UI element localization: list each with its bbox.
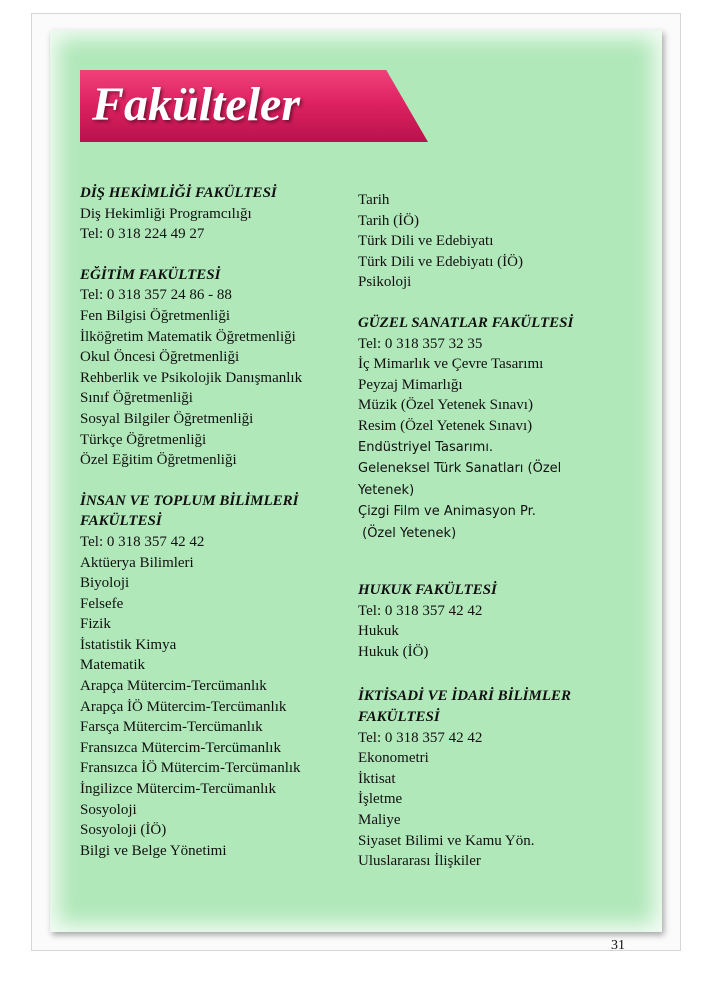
faculty-heading: İKTİSADİ VE İDARİ BİLİMLER bbox=[358, 688, 571, 705]
continued-list bbox=[358, 190, 638, 293]
faculty-dis-hekimligi bbox=[80, 183, 350, 245]
list-item: Sınıf Öğretmenliği bbox=[80, 390, 193, 407]
faculty-heading: EĞİTİM FAKÜLTESİ bbox=[80, 266, 221, 283]
phone-number: Tel: 0 318 357 24 86 - 88 bbox=[80, 287, 232, 304]
page-number: 31 bbox=[611, 938, 625, 953]
list-item: Aktüerya Bilimleri bbox=[80, 554, 194, 571]
list-item: Felsefe bbox=[80, 595, 124, 612]
list-item: Fransızca İÖ Mütercim-Tercümanlık bbox=[80, 760, 301, 777]
list-item: Diş Hekimliği Programcılığı bbox=[80, 205, 252, 222]
phone-number: Tel: 0 318 224 49 27 bbox=[80, 226, 205, 243]
list-item: İktisat bbox=[358, 770, 396, 787]
faculty-heading-cont: FAKÜLTESİ bbox=[358, 709, 440, 725]
phone-number: Tel: 0 318 357 42 42 bbox=[358, 602, 483, 619]
list-item: İstatistik Kimya bbox=[80, 636, 177, 653]
list-item-cont: (Özel Yetenek) bbox=[358, 525, 457, 541]
list-item: Arapça Mütercim-Tercümanlık bbox=[80, 678, 267, 695]
list-item: Sosyoloji (İÖ) bbox=[80, 822, 167, 839]
list-item: Peyzaj Mimarlığı bbox=[358, 376, 463, 393]
list-item: Tarih (İÖ) bbox=[358, 212, 420, 229]
faculty-hukuk bbox=[358, 580, 638, 662]
list-item: Matematik bbox=[80, 657, 145, 674]
page-title: Fakülteler bbox=[92, 78, 301, 131]
list-item: Biyoloji bbox=[80, 575, 130, 592]
list-item: Hukuk bbox=[358, 623, 399, 640]
list-item: Uluslararası İlişkiler bbox=[358, 853, 481, 870]
list-item: Siyaset Bilimi ve Kamu Yön. bbox=[358, 832, 535, 849]
faculty-heading-cont: FAKÜLTESİ bbox=[80, 513, 162, 530]
list-item: Türk Dili ve Edebiyatı bbox=[358, 233, 494, 250]
list-item: Bilgi ve Belge Yönetimi bbox=[80, 842, 227, 859]
list-item: İşletme bbox=[358, 791, 403, 808]
list-item: İlköğretim Matematik Öğretmenliği bbox=[80, 328, 296, 345]
list-item: Fransızca Mütercim-Tercümanlık bbox=[80, 739, 281, 756]
left-column bbox=[80, 183, 350, 861]
list-item: İngilizce Mütercim-Tercümanlık bbox=[80, 781, 276, 798]
list-item: Tarih bbox=[358, 192, 390, 208]
list-item: Sosyoloji bbox=[80, 801, 137, 818]
faculty-heading: GÜZEL SANATLAR FAKÜLTESİ bbox=[358, 314, 574, 331]
list-item: Sosyal Bilgiler Öğretmenliği bbox=[80, 410, 254, 427]
list-item: Türk Dili ve Edebiyatı (İÖ) bbox=[358, 253, 523, 270]
list-item: Maliye bbox=[358, 811, 401, 828]
list-item: Okul Öncesi Öğretmenliği bbox=[80, 349, 240, 366]
list-item: Çizgi Film ve Animasyon Pr. bbox=[358, 504, 536, 520]
list-item: Geleneksel Türk Sanatları (Özel bbox=[358, 461, 562, 477]
faculty-egitim bbox=[80, 265, 350, 471]
list-item: Fen Bilgisi Öğretmenliği bbox=[80, 307, 230, 324]
phone-number: Tel: 0 318 357 32 35 bbox=[358, 335, 483, 352]
faculty-heading: İNSAN VE TOPLUM BİLİMLERİ bbox=[80, 492, 299, 509]
faculty-guzel-sanatlar bbox=[358, 313, 638, 544]
right-column bbox=[358, 190, 638, 872]
phone-number: Tel: 0 318 357 42 42 bbox=[358, 729, 483, 746]
list-item: Endüstriyel Tasarımı. bbox=[358, 439, 494, 455]
list-item: Özel Eğitim Öğretmenliği bbox=[80, 452, 237, 469]
list-item-cont: Yetenek) bbox=[358, 482, 415, 498]
list-item: İç Mimarlık ve Çevre Tasarımı bbox=[358, 356, 544, 373]
faculty-heading: HUKUK FAKÜLTESİ bbox=[358, 582, 497, 599]
list-item: Ekonometri bbox=[358, 750, 429, 767]
list-item: Farsça Mütercim-Tercümanlık bbox=[80, 719, 263, 736]
list-item: Türkçe Öğretmenliği bbox=[80, 431, 207, 448]
list-item: Arapça İÖ Mütercim-Tercümanlık bbox=[80, 698, 287, 715]
list-item: Rehberlik ve Psikolojik Danışmanlık bbox=[80, 369, 303, 386]
faculty-heading: DİŞ HEKİMLİĞİ FAKÜLTESİ bbox=[80, 185, 277, 201]
list-item: Müzik (Özel Yetenek Sınavı) bbox=[358, 397, 533, 414]
list-item: Resim (Özel Yetenek Sınavı) bbox=[358, 417, 533, 434]
list-item: Hukuk (İÖ) bbox=[358, 643, 429, 660]
list-item: Psikoloji bbox=[358, 274, 412, 291]
faculty-insan-ve-toplum bbox=[80, 491, 350, 862]
faculty-iktisadi-idari bbox=[358, 686, 638, 871]
list-item: Fizik bbox=[80, 616, 111, 633]
phone-number: Tel: 0 318 357 42 42 bbox=[80, 533, 205, 550]
